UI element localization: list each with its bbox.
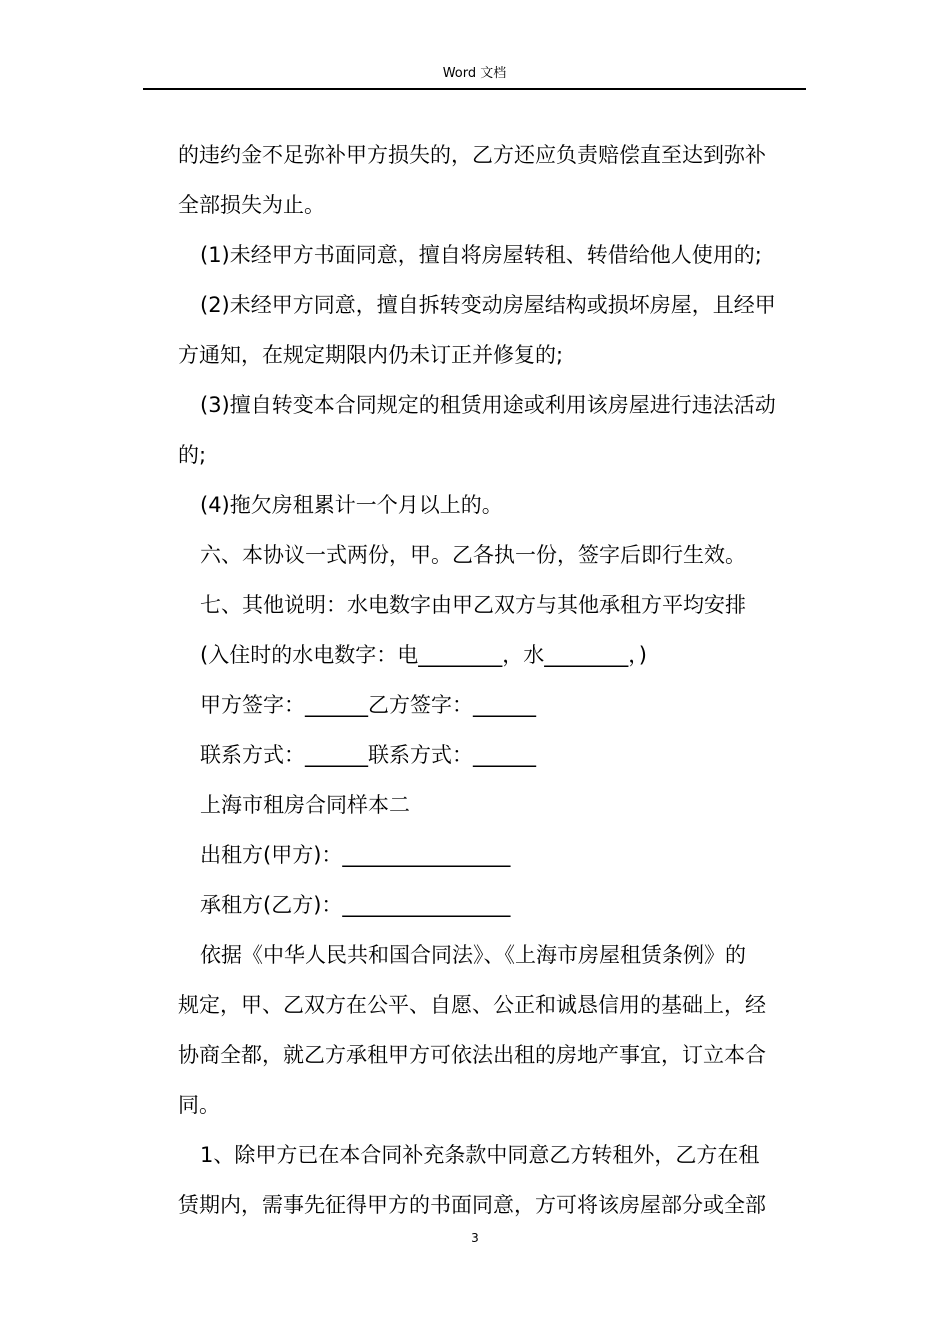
text-line-10: 七、其他说明：水电数字由甲乙双方与其他承租方平均安排 bbox=[200, 593, 746, 617]
text-line-8: (4)拖欠房租累计一个月以上的。 bbox=[200, 493, 503, 517]
text-line-19: 协商全都，就乙方承租甲方可依法出租的房地产事宜，订立本合 bbox=[178, 1043, 766, 1067]
text-line-20: 同。 bbox=[178, 1093, 220, 1117]
page-header bbox=[143, 64, 806, 90]
page-number bbox=[0, 1230, 950, 1246]
text-line-4: (2)未经甲方同意，擅自拆转变动房屋结构或损坏房屋，且经甲 bbox=[200, 293, 776, 317]
page-number-text: 3 bbox=[471, 1231, 479, 1245]
text-line-6: (3)擅自转变本合同规定的租赁用途或利用该房屋进行违法活动 bbox=[200, 393, 776, 417]
text-line-9: 六、本协议一式两份，甲。乙各执一份，签字后即行生效。 bbox=[200, 543, 746, 567]
text-line-2: 全部损失为止。 bbox=[178, 193, 325, 217]
text-line-22: 赁期内，需事先征得甲方的书面同意，方可将该房屋部分或全部 bbox=[178, 1193, 766, 1217]
text-line-16: 承租方(乙方)：________________ bbox=[200, 893, 511, 917]
text-line-17: 依据《中华人民共和国合同法》、《上海市房屋租赁条例》的 bbox=[200, 943, 746, 967]
text-line-21: 1、除甲方已在本合同补充条款中同意乙方转租外，乙方在租 bbox=[200, 1143, 760, 1167]
text-line-15: 出租方(甲方)：________________ bbox=[200, 843, 511, 867]
header-title: Word 文档 bbox=[442, 66, 507, 81]
text-line-1: 的违约金不足弥补甲方损失的，乙方还应负责赔偿直至达到弥补 bbox=[178, 143, 766, 167]
text-line-13: 联系方式：______联系方式：______ bbox=[200, 743, 536, 767]
text-line-3: (1)未经甲方书面同意，擅自将房屋转租、转借给他人使用的; bbox=[200, 243, 762, 267]
text-line-5: 方通知，在规定期限内仍未订正并修复的; bbox=[178, 343, 564, 367]
text-line-7: 的; bbox=[178, 443, 207, 467]
text-line-18: 规定，甲、乙双方在公平、自愿、公正和诚恳信用的基础上，经 bbox=[178, 993, 766, 1017]
text-line-12: 甲方签字：______乙方签字：______ bbox=[200, 693, 536, 717]
text-line-11: (入住时的水电数字：电________，水________，) bbox=[200, 643, 647, 667]
document-body bbox=[178, 130, 804, 1230]
text-line-14: 上海市租房合同样本二 bbox=[200, 793, 410, 817]
